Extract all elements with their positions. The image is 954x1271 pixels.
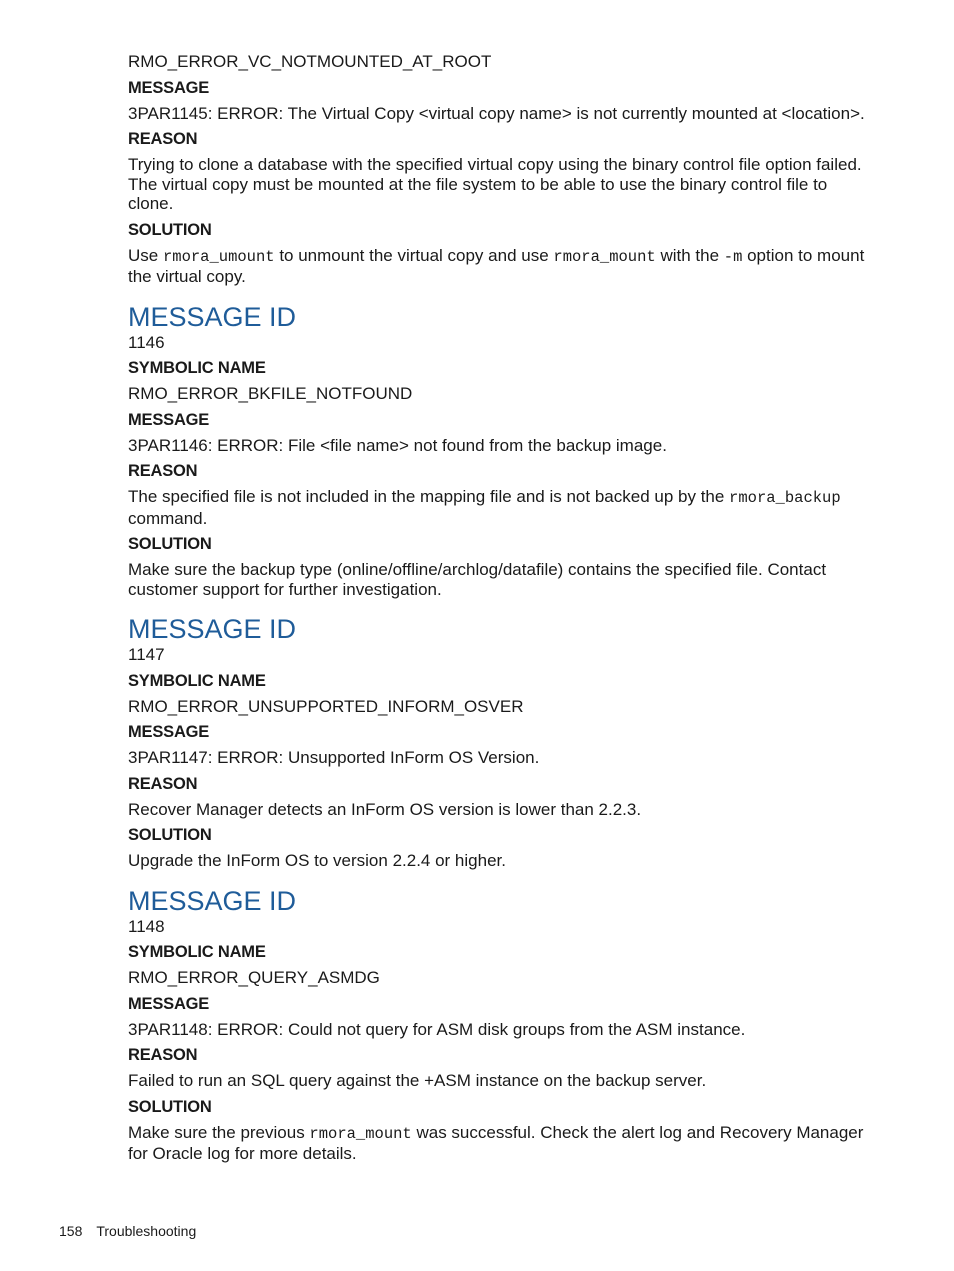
symbolic-name-value: RMO_ERROR_BKFILE_NOTFOUND [128,384,413,403]
solution-text-part: option to mount the virtual copy. [128,245,865,286]
message-id-heading: MESSAGE ID [128,614,297,644]
message-label: MESSAGE [128,78,210,97]
page-footer [59,1222,196,1240]
reason-text-part: The specified file is not included in the mapping file and is not backed up by the [128,487,730,506]
message-entry-1146 [128,301,873,600]
section-name: Troubleshooting [96,1223,197,1239]
command-code: rmora_mount [553,247,656,266]
symbolic-name-label: SYMBOLIC NAME [128,671,266,690]
message-text: 3PAR1147: ERROR: Unsupported InForm OS Version. [128,748,540,767]
reason-label: REASON [128,462,198,480]
solution-label: SOLUTION [128,1097,212,1116]
solution-text: Upgrade the InForm OS to version 2.2.4 or higher. [128,851,506,870]
command-code: rmora_umount [162,247,275,266]
message-text: 3PAR1145: ERROR: The Virtual Copy <virtual copy name> is not currently mounted at <location>. [128,103,865,123]
solution-text-part: Make sure the previous [128,1122,310,1142]
message-text: 3PAR1148: ERROR: Could not query for ASM disk groups from the ASM instance. [128,1019,746,1039]
solution-text-part: was successful. Check the alert log and Recovery Manager for Oracle log for more details. [128,1122,864,1163]
option-code: -m [723,247,743,266]
reason-text [128,487,873,528]
command-code: rmora_mount [309,1124,412,1143]
reason-text: Failed to run an SQL query against the +ASM instance on the backup server. [128,1071,707,1090]
document-page [128,52,873,1164]
message-label: MESSAGE [128,410,210,429]
solution-label: SOLUTION [128,535,212,553]
reason-label: REASON [128,774,198,793]
reason-label: REASON [128,130,198,148]
message-id-value: 1148 [128,916,165,936]
message-label: MESSAGE [128,723,210,741]
message-entry-1145 [128,52,873,287]
message-id-heading: MESSAGE ID [128,301,297,332]
symbolic-name-value: RMO_ERROR_VC_NOTMOUNTED_AT_ROOT [128,52,492,71]
page-number: 158 [59,1223,83,1239]
reason-text: Trying to clone a database with the specified virtual copy using the binary control file option failed. The virtual copy must be mounted at the file system to be able to use the binary control file to clone. [128,155,862,213]
message-entry-1147 [128,613,873,871]
solution-text [128,246,873,287]
message-id-value: 1146 [128,332,165,352]
solution-text [128,1123,873,1164]
message-id-heading: MESSAGE ID [128,885,297,916]
message-id-value: 1147 [128,645,165,664]
reason-label: REASON [128,1046,198,1064]
solution-label: SOLUTION [128,826,212,844]
message-entry-1148 [128,885,873,1164]
symbolic-name-label: SYMBOLIC NAME [128,943,266,961]
solution-text-part: to unmount the virtual copy and use [274,245,554,265]
command-code: rmora_backup [729,489,841,507]
solution-text-part: Use [128,245,163,265]
solution-text: Make sure the backup type (online/offline/archlog/datafile) contains the specified file. Contact customer support for further investigation. [128,560,827,599]
message-label: MESSAGE [128,994,210,1013]
reason-text: Recover Manager detects an InForm OS version is lower than 2.2.3. [128,799,642,819]
solution-text-part: with the [655,245,724,265]
symbolic-name-value: RMO_ERROR_QUERY_ASMDG [128,968,380,987]
reason-text-part: command. [128,508,208,528]
message-text: 3PAR1146: ERROR: File <file name> not found from the backup image. [128,435,667,455]
solution-label: SOLUTION [128,220,212,239]
symbolic-name-label: SYMBOLIC NAME [128,359,266,377]
symbolic-name-value: RMO_ERROR_UNSUPPORTED_INFORM_OSVER [128,696,524,716]
